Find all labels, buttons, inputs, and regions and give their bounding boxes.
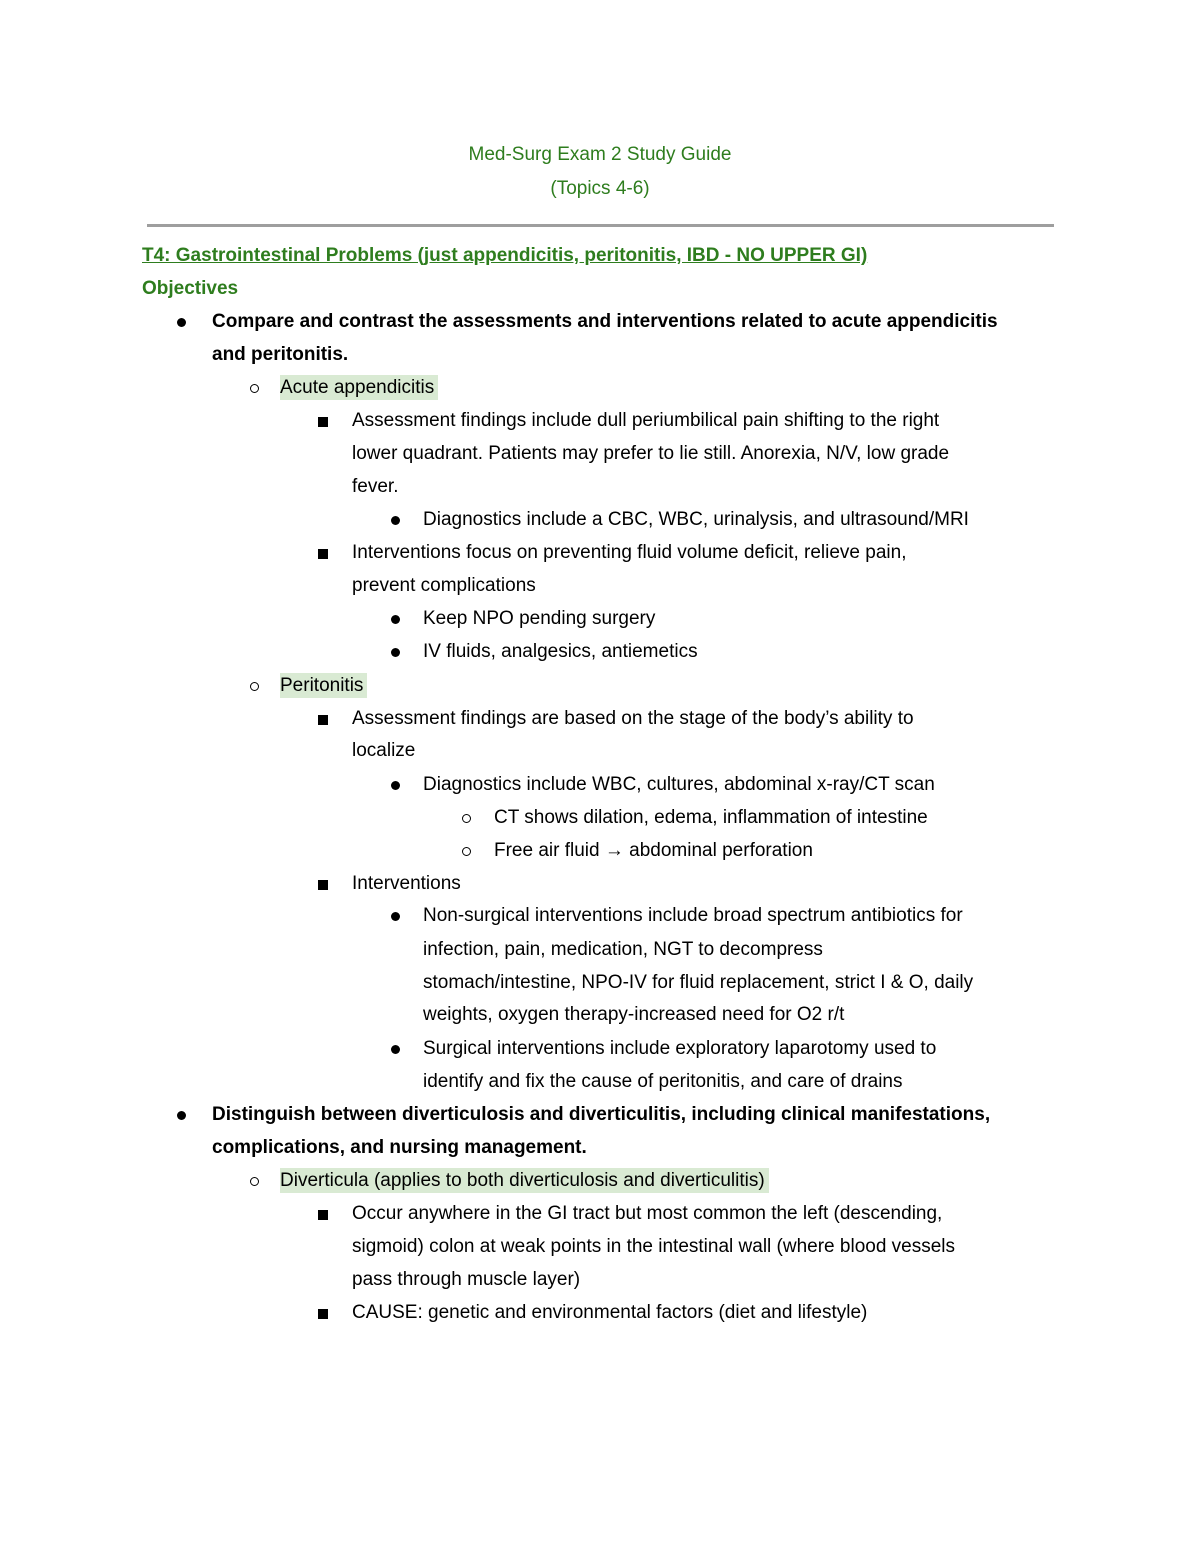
diverticula-occur-line-1: Occur anywhere in the GI tract but most common the left (descending, <box>352 1203 943 1224</box>
bullet-circle-icon <box>462 847 471 856</box>
objective-1-line-1: Compare and contrast the assessments and interventions related to acute appendicitis <box>212 311 998 332</box>
bullet-dot-icon <box>391 912 400 921</box>
bullet-circle-icon <box>250 1177 259 1186</box>
appendicitis-assessment-line-3: fever. <box>352 476 399 497</box>
peritonitis-assessment-line-2: localize <box>352 740 416 761</box>
diverticula-occur-line-3: pass through muscle layer) <box>352 1269 581 1290</box>
bullet-square-icon <box>318 880 328 890</box>
objective-2-line-1: Distinguish between diverticulosis and diverticulitis, including clinical manifestations, <box>212 1104 991 1125</box>
appendicitis-interventions-line-1: Interventions focus on preventing fluid volume deficit, relieve pain, <box>352 542 907 563</box>
bullet-square-icon <box>318 549 328 559</box>
bullet-dot-icon <box>391 615 400 624</box>
appendicitis-assessment-line-1: Assessment findings include dull periumbilical pain shifting to the right <box>352 410 940 431</box>
objectives-label: Objectives <box>142 278 239 299</box>
appendicitis-diagnostics: Diagnostics include a CBC, WBC, urinalysis, and ultrasound/MRI <box>423 509 969 530</box>
peritonitis-nonsurgical-line-3: stomach/intestine, NPO-IV for fluid replacement, strict I & O, daily <box>423 972 974 993</box>
peritonitis-surgical-line-1: Surgical interventions include exploratory laparotomy used to <box>423 1038 937 1059</box>
peritonitis-heading: Peritonitis <box>280 674 367 698</box>
bullet-dot-icon <box>177 1111 186 1120</box>
bullet-square-icon <box>318 1210 328 1220</box>
appendicitis-heading: Acute appendicitis <box>280 376 438 400</box>
peritonitis-assessment-line-1: Assessment findings are based on the stage of the body’s ability to <box>352 708 914 729</box>
peritonitis-nonsurgical-line-2: infection, pain, medication, NGT to decompress <box>423 939 823 960</box>
peritonitis-surgical-line-2: identify and fix the cause of peritonitis, and care of drains <box>423 1071 903 1092</box>
document-subtitle: (Topics 4-6) <box>550 178 650 199</box>
peritonitis-ct: CT shows dilation, edema, inflammation of intestine <box>494 807 928 828</box>
objective-2-line-2: complications, and nursing management. <box>212 1137 587 1158</box>
appendicitis-assessment-line-2: lower quadrant. Patients may prefer to lie still. Anorexia, N/V, low grade <box>352 443 950 464</box>
bullet-dot-icon <box>391 516 400 525</box>
bullet-square-icon <box>318 1309 328 1319</box>
peritonitis-nonsurgical-line-1: Non-surgical interventions include broad spectrum antibiotics for <box>423 905 963 926</box>
bullet-dot-icon <box>177 318 186 327</box>
bullet-circle-icon <box>250 384 259 393</box>
bullet-dot-icon <box>391 648 400 657</box>
bullet-dot-icon <box>391 1045 400 1054</box>
bullet-dot-icon <box>391 781 400 790</box>
bullet-square-icon <box>318 417 328 427</box>
appendicitis-iv: IV fluids, analgesics, antiemetics <box>423 641 698 662</box>
horizontal-divider <box>147 224 1054 227</box>
appendicitis-interventions-line-2: prevent complications <box>352 575 536 596</box>
appendicitis-npo: Keep NPO pending surgery <box>423 608 656 629</box>
peritonitis-nonsurgical-line-4: weights, oxygen therapy-increased need for O2 r/t <box>423 1004 845 1025</box>
bullet-square-icon <box>318 715 328 725</box>
section-heading: T4: Gastrointestinal Problems (just appendicitis, peritonitis, IBD - NO UPPER GI) <box>142 245 868 266</box>
diverticula-occur-line-2: sigmoid) colon at weak points in the intestinal wall (where blood vessels <box>352 1236 956 1257</box>
peritonitis-diagnostics: Diagnostics include WBC, cultures, abdominal x-ray/CT scan <box>423 774 935 795</box>
bullet-circle-icon <box>462 814 471 823</box>
diverticula-cause: CAUSE: genetic and environmental factors (diet and lifestyle) <box>352 1302 868 1323</box>
diverticula-heading: Diverticula (applies to both diverticulosis and diverticulitis) <box>280 1169 769 1193</box>
peritonitis-free-air: Free air fluid → abdominal perforation <box>494 840 813 861</box>
bullet-circle-icon <box>250 682 259 691</box>
peritonitis-interventions-label: Interventions <box>352 873 461 894</box>
document-title: Med-Surg Exam 2 Study Guide <box>468 144 732 165</box>
objective-1-line-2: and peritonitis. <box>212 344 349 365</box>
